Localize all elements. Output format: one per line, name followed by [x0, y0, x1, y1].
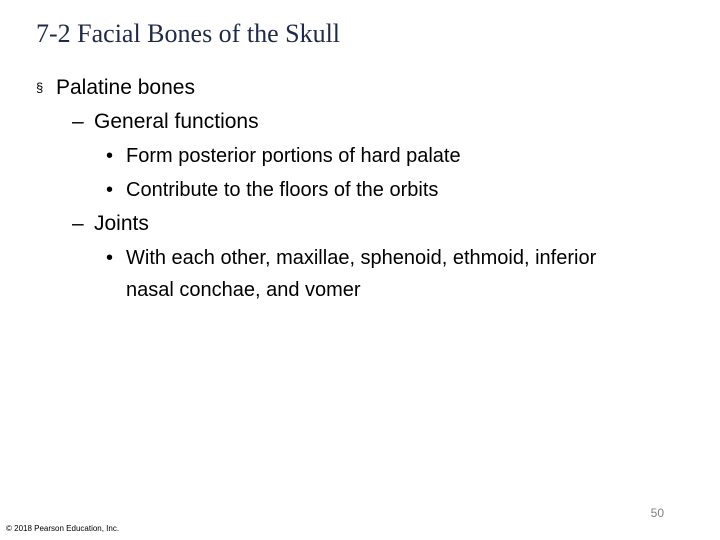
section-bullet-icon: § — [36, 80, 44, 95]
bullet-text: Palatine bones — [56, 76, 195, 99]
subbullet-text: Joints — [94, 212, 149, 235]
bullet-palatine-bones — [36, 72, 676, 104]
list-item-text: Form posterior portions of hard palate — [126, 145, 461, 167]
list-item — [106, 174, 676, 206]
subbullet-general-functions — [72, 106, 676, 138]
dash-bullet-icon: – — [72, 110, 84, 133]
dot-bullet-icon: • — [106, 145, 114, 167]
list-item — [106, 242, 676, 306]
subbullet-joints — [72, 208, 676, 240]
slide-content — [36, 72, 676, 306]
page-number: 50 — [650, 506, 664, 520]
list-item-text: With each other, maxillae, sphenoid, ethmoid, inferior nasal conchae, and vomer — [126, 247, 597, 301]
slide-title: 7-2 Facial Bones of the Skull — [36, 19, 341, 48]
subbullet-text: General functions — [94, 110, 259, 133]
list-item-text: Contribute to the floors of the orbits — [126, 179, 439, 201]
list-item — [106, 140, 676, 172]
copyright-notice: © 2018 Pearson Education, Inc. — [6, 524, 120, 533]
dash-bullet-icon: – — [72, 212, 84, 235]
dot-bullet-icon: • — [106, 179, 114, 201]
dot-bullet-icon: • — [106, 247, 114, 269]
